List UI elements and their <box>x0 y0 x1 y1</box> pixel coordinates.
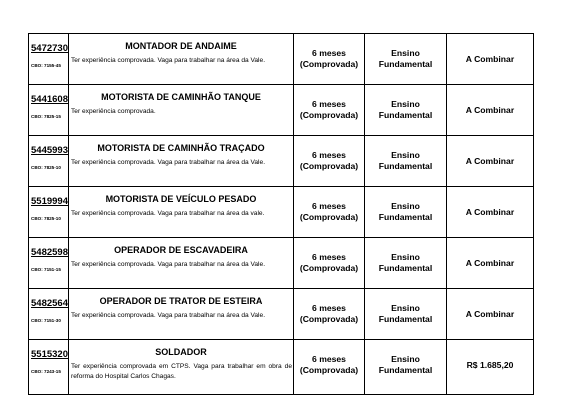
salary: A Combinar <box>465 258 515 268</box>
job-title: OPERADOR DE TRATOR DE ESTEIRA <box>99 296 263 306</box>
job-title: MOTORISTA DE CAMINHÃO TRAÇADO <box>97 143 265 153</box>
education-level: Ensino <box>391 150 420 160</box>
salary-cell <box>447 340 534 395</box>
education-level-detail: Fundamental <box>378 59 433 69</box>
experience-duration: 6 meses <box>312 99 346 109</box>
salary: A Combinar <box>465 309 515 319</box>
experience-cell <box>294 85 365 136</box>
experience-note: (Comprovada) <box>299 263 359 273</box>
salary: A Combinar <box>465 105 515 115</box>
table-row <box>29 187 534 238</box>
salary: R$ 1.685,20 <box>466 360 514 370</box>
experience-note: (Comprovada) <box>299 365 359 375</box>
salary-cell <box>447 187 534 238</box>
salary: A Combinar <box>465 207 515 217</box>
salary-cell <box>447 34 534 85</box>
cbo-code: CBO: 7243-15 <box>31 369 61 374</box>
education-level: Ensino <box>391 99 420 109</box>
description-cell <box>69 187 294 238</box>
table-row <box>29 85 534 136</box>
experience-duration: 6 meses <box>312 48 346 58</box>
description-cell <box>69 340 294 395</box>
cbo-code: CBO: 7151-15 <box>31 267 61 272</box>
salary-cell <box>447 85 534 136</box>
job-description: Ter experiência comprovada. Vaga para trabalhar na área da Vale. <box>71 261 266 268</box>
job-listings-table <box>28 33 534 395</box>
experience-duration: 6 meses <box>312 201 346 211</box>
education-cell <box>365 289 447 340</box>
experience-duration: 6 meses <box>312 303 346 313</box>
cbo-code: CBO: 7151-30 <box>31 318 61 323</box>
experience-duration: 6 meses <box>312 354 346 364</box>
job-code: 5515320 <box>31 349 68 360</box>
experience-cell <box>294 340 365 395</box>
job-code: 5445993 <box>31 145 68 156</box>
education-cell <box>365 187 447 238</box>
salary-cell <box>447 136 534 187</box>
job-title: OPERADOR DE ESCAVADEIRA <box>114 245 248 255</box>
salary: A Combinar <box>465 54 515 64</box>
job-code: 5472730 <box>31 43 68 54</box>
experience-cell <box>294 34 365 85</box>
experience-note: (Comprovada) <box>299 212 359 222</box>
education-level-detail: Fundamental <box>378 314 433 324</box>
experience-duration: 6 meses <box>312 150 346 160</box>
education-cell <box>365 85 447 136</box>
job-description: Ter experiência comprovada em CTPS. Vaga para trabalhar em obra de reforma do Hospital Carlos Chagas. <box>71 363 292 380</box>
experience-cell <box>294 289 365 340</box>
education-cell <box>365 238 447 289</box>
education-cell <box>365 34 447 85</box>
experience-note: (Comprovada) <box>299 314 359 324</box>
description-cell <box>69 136 294 187</box>
job-code: 5441608 <box>31 94 68 105</box>
code-cell <box>29 238 69 289</box>
education-cell <box>365 136 447 187</box>
salary: A Combinar <box>465 156 515 166</box>
description-cell <box>69 238 294 289</box>
education-level: Ensino <box>391 303 420 313</box>
experience-note: (Comprovada) <box>299 59 359 69</box>
education-level-detail: Fundamental <box>378 263 433 273</box>
job-code: 5482564 <box>31 298 68 309</box>
education-level-detail: Fundamental <box>378 161 433 171</box>
job-description: Ter experiência comprovada. Vaga para trabalhar na área da Vale. <box>71 312 266 319</box>
code-cell <box>29 340 69 395</box>
cbo-code: CBO: 7155-45 <box>31 63 61 68</box>
job-description: Ter experiência comprovada. Vaga para trabalhar na área da vale. <box>71 210 265 217</box>
description-cell <box>69 34 294 85</box>
experience-cell <box>294 187 365 238</box>
job-code: 5482598 <box>31 247 68 258</box>
education-level-detail: Fundamental <box>378 212 433 222</box>
experience-note: (Comprovada) <box>299 110 359 120</box>
table-row <box>29 340 534 395</box>
job-title: MOTORISTA DE CAMINHÃO TANQUE <box>101 92 261 102</box>
education-cell <box>365 340 447 395</box>
job-description: Ter experiência comprovada. <box>71 108 156 115</box>
salary-cell <box>447 289 534 340</box>
job-title: MOTORISTA DE VEÍCULO PESADO <box>105 194 257 204</box>
job-title: SOLDADOR <box>155 347 207 357</box>
education-level: Ensino <box>391 354 420 364</box>
job-description: Ter experiência comprovada. Vaga para trabalhar na área da Vale. <box>71 57 266 64</box>
code-cell <box>29 136 69 187</box>
education-level: Ensino <box>391 252 420 262</box>
education-level-detail: Fundamental <box>378 110 433 120</box>
code-cell <box>29 289 69 340</box>
table-row <box>29 34 534 85</box>
cbo-code: CBO: 7825-15 <box>31 114 61 119</box>
code-cell <box>29 187 69 238</box>
experience-cell <box>294 238 365 289</box>
salary-cell <box>447 238 534 289</box>
cbo-code: CBO: 7825-10 <box>31 165 61 170</box>
experience-cell <box>294 136 365 187</box>
experience-note: (Comprovada) <box>299 161 359 171</box>
table-row <box>29 289 534 340</box>
job-description: Ter experiência comprovada. Vaga para trabalhar na área da Vale. <box>71 159 266 166</box>
experience-duration: 6 meses <box>312 252 346 262</box>
table-row <box>29 238 534 289</box>
description-cell <box>69 289 294 340</box>
code-cell <box>29 34 69 85</box>
education-level: Ensino <box>391 201 420 211</box>
job-code: 5519994 <box>31 196 68 207</box>
education-level-detail: Fundamental <box>378 365 433 375</box>
job-title: MONTADOR DE ANDAIME <box>125 41 237 51</box>
cbo-code: CBO: 7825-10 <box>31 216 61 221</box>
code-cell <box>29 85 69 136</box>
table-row <box>29 136 534 187</box>
description-cell <box>69 85 294 136</box>
education-level: Ensino <box>391 48 420 58</box>
